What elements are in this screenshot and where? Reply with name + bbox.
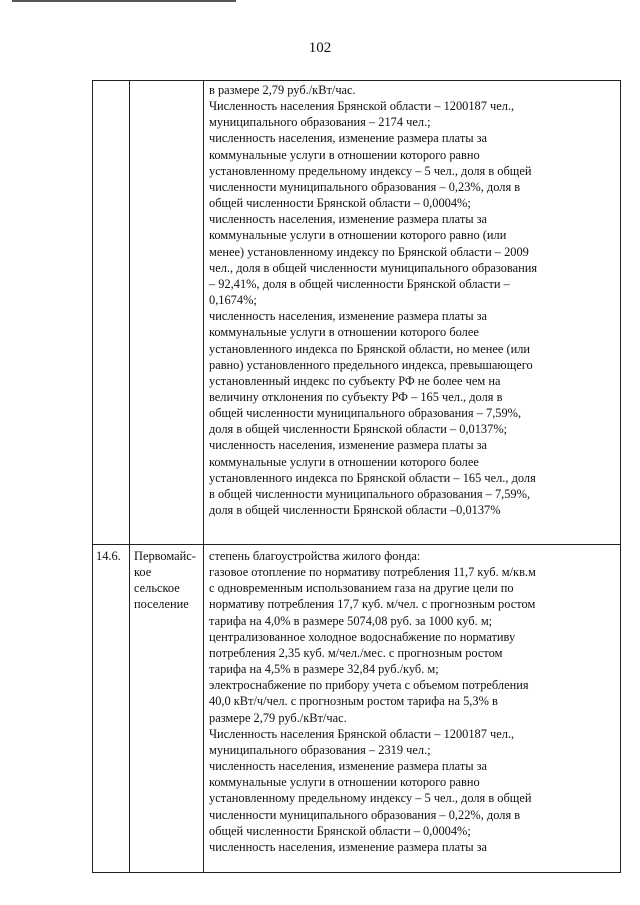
description-line: муниципального образования – 2319 чел.; (209, 742, 431, 757)
description-line: установленного индекса по Брянской области – 165 чел., доля (209, 470, 536, 485)
description-line: численность населения, изменение размера платы за (209, 759, 488, 774)
description-line: 0,1674%; (209, 293, 257, 308)
description-line: – 92,41%, доля в общей численности Брянской области – (209, 276, 510, 291)
municipality-name-cell (130, 545, 204, 873)
page-number: 102 (308, 40, 332, 56)
description-line: муниципального образования – 2174 чел.; (209, 115, 431, 130)
description-line: 40,0 кВт/ч/чел. с прогнозным ростом тарифа на 5,3% в (209, 694, 498, 709)
description-line: равно) установленного предельного индекса, превышающего (209, 357, 533, 372)
description-line: тарифа на 4,0% в размере 5074,08 руб. за 1000 куб. м; (209, 613, 493, 628)
description-line: Численность населения Брянской области – 1200187 чел., (209, 726, 515, 741)
municipality-name-line: сельское (134, 581, 180, 596)
description-line: численность населения, изменение размера платы за (209, 131, 488, 146)
description-line: общей численности Брянской области – 0,0004%; (209, 196, 471, 211)
description-line: доля в общей численности Брянской области – 0,0137%; (209, 422, 508, 437)
description-line: установленного индекса по Брянской области, но менее (или (209, 341, 531, 356)
description-line: численность населения, изменение размера платы за (209, 438, 488, 453)
description-line: централизованное холодное водоснабжение по нормативу (209, 629, 516, 644)
description-line: коммунальные услуги в отношении которого равно (209, 147, 480, 162)
table-row (93, 81, 621, 545)
row-number-cell (93, 81, 130, 545)
description-line: чел., доля в общей численности муниципального образования (209, 260, 538, 275)
description-line: степень благоустройства жилого фонда: (209, 549, 421, 563)
municipality-name-line: поселение (134, 597, 189, 612)
top-rule (12, 0, 236, 2)
municipality-name-line: кое (134, 565, 152, 580)
document-table (92, 80, 621, 873)
description-line: Численность населения Брянской области – 1200187 чел., (209, 99, 515, 114)
row-number-cell (93, 545, 130, 873)
description-line: менее) установленному индексу по Брянской области – 2009 (209, 244, 529, 259)
description-line: установленному предельному индексу – 5 чел., доля в общей (209, 163, 532, 178)
description-line: общей численности муниципального образования – 7,59%, (209, 406, 522, 421)
row-number: 14.6. (96, 549, 121, 563)
description-line: численность населения, изменение размера платы за (209, 212, 488, 227)
description-line: размере 2,79 руб./кВт/час. (209, 710, 347, 725)
description-line: тарифа на 4,5% в размере 32,84 руб./куб. м; (209, 662, 439, 677)
description-line: установленный индекс по субъекту РФ не более чем на (209, 373, 501, 388)
description-line: коммунальные услуги в отношении которого равно (или (209, 228, 507, 243)
municipality-name-cell (130, 81, 204, 545)
description-line: доля в общей численности Брянской области –0,0137% (209, 503, 501, 518)
description-line: газовое отопление по нормативу потребления 11,7 куб. м/кв.м (209, 565, 536, 580)
description-cell (204, 81, 621, 545)
description-line: в размере 2,79 руб./кВт/час. (209, 83, 356, 97)
description-line: численность населения, изменение размера платы за (209, 309, 488, 324)
description-line: численность населения, изменение размера платы за (209, 839, 488, 854)
municipality-name-line: Первомайс- (134, 549, 196, 563)
table-row (93, 545, 621, 873)
description-cell (204, 545, 621, 873)
description-line: численности муниципального образования – 0,22%, доля в (209, 807, 521, 822)
description-line: электроснабжение по прибору учета с объемом потребления (209, 678, 529, 693)
description-line: потребления 2,35 куб. м/чел./мес. с прогнозным ростом (209, 645, 503, 660)
description-line: общей численности Брянской области – 0,0004%; (209, 823, 471, 838)
description-line: величину отклонения по субъекту РФ – 165 чел., доля в (209, 389, 503, 404)
description-line: нормативу потребления 17,7 куб. м/чел. с прогнозным ростом (209, 597, 536, 612)
description-line: коммунальные услуги в отношении которого более (209, 454, 479, 469)
description-line: коммунальные услуги в отношении которого равно (209, 775, 480, 790)
description-line: коммунальные услуги в отношении которого более (209, 325, 479, 340)
description-line: в общей численности муниципального образования – 7,59%, (209, 486, 531, 501)
description-line: численности муниципального образования – 0,23%, доля в (209, 179, 521, 194)
description-line: установленному предельному индексу – 5 чел., доля в общей (209, 791, 532, 806)
description-line: с одновременным использованием газа на другие цели по (209, 581, 514, 596)
